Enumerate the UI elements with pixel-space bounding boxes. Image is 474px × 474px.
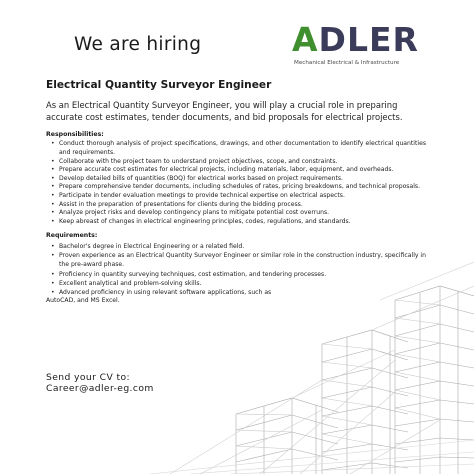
- hiring-headline: We are hiring: [74, 34, 202, 55]
- logo-tagline: Mechanical Electrical & Infrastructure: [294, 60, 400, 66]
- list-item: • Advanced proficiency in using relevant software applications, such as: [46, 288, 426, 297]
- company-logo: [292, 20, 419, 66]
- list-item: • Collaborate with the project team to understand project objectives, scope, and constraints.: [46, 158, 426, 167]
- requirements-heading: Requirements:: [46, 232, 98, 240]
- responsibilities-list: [46, 140, 426, 226]
- list-item: • Conduct thorough analysis of project specifications, drawings, and other documentation to identify electrical quantities and requirements.: [46, 140, 426, 157]
- contact-block: [46, 372, 154, 395]
- logo-letter-a: A: [292, 20, 319, 59]
- list-item: • Participate in tender evaluation meetings to provide technical expertise on electrical aspects.: [46, 192, 426, 201]
- list-item: • Bachelor's degree in Electrical Engineering or a related field.: [46, 242, 426, 251]
- list-item: • Proficiency in quantity surveying techniques, cost estimation, and tendering processes.: [46, 270, 426, 279]
- contact-email: Career@adler-eg.com: [46, 383, 154, 395]
- requirements-tail: AutoCAD, and MS Excel.: [46, 297, 120, 305]
- job-description: [46, 78, 426, 306]
- list-item: • Proven experience as an Electrical Quantity Surveyor Engineer or similar role in the construction industry, specifically in the pre-award phase.: [46, 251, 426, 269]
- responsibilities-heading: Responsibilities:: [46, 130, 104, 138]
- job-intro: As an Electrical Quantity Surveyor Engineer, you will play a crucial role in preparing accurate cost estimates, tender documents, and bid proposals for electrical projects.: [46, 100, 403, 123]
- list-item: • Prepare accurate cost estimates for electrical projects, including materials, labor, equipment, and overheads.: [46, 166, 426, 175]
- list-item: • Prepare comprehensive tender documents, including schedules of rates, pricing breakdowns, and technical proposals.: [46, 183, 426, 192]
- job-title: Electrical Quantity Surveyor Engineer: [46, 79, 272, 91]
- list-item: • Excellent analytical and problem-solving skills.: [46, 279, 426, 288]
- list-item: • Keep abreast of changes in electrical engineering principles, codes, regulations, and standards.: [46, 218, 426, 227]
- logo-letters-rest: DLER: [318, 20, 419, 59]
- logo-wordmark: [292, 22, 419, 58]
- list-item: • Develop detailed bills of quantities (BOQ) for electrical works based on project requirements.: [46, 175, 426, 184]
- list-item: • Analyze project risks and develop contingency plans to mitigate potential cost overruns.: [46, 209, 426, 218]
- requirements-list: [46, 242, 426, 297]
- send-cv-label: Send your CV to:: [46, 372, 130, 383]
- list-item: • Assist in the preparation of presentations for clients during the bidding process.: [46, 201, 426, 210]
